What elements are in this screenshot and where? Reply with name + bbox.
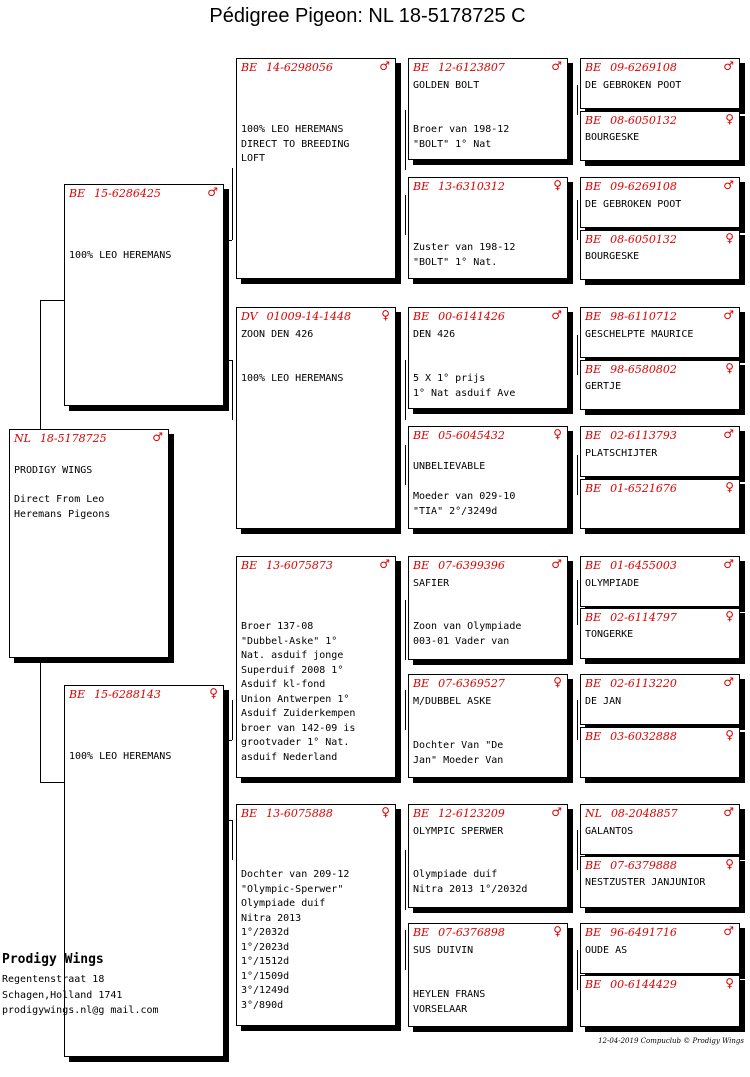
connector (227, 360, 232, 361)
male-icon: ♂ (551, 59, 562, 73)
pigeon-notes: Zoon van Olympiade 003-01 Vader van (413, 621, 522, 647)
pigeon-card[interactable] (408, 674, 568, 778)
connector (232, 700, 233, 740)
country-code: NL (585, 807, 602, 820)
country-code: BE (585, 559, 602, 572)
pigeon-card[interactable] (408, 307, 568, 409)
pigeon-notes: Dochter van 209-12 "Olympic-Sperwer" Olympiade duif Nitra 2013 1°/2032d 1°/2023d 1°/1512d 1°/1509d 3°/1249d 3°/890d (241, 869, 350, 1011)
pigeon-notes: 100% LEO HEREMANS DIRECT TO BREEDING LOFT (241, 124, 350, 164)
pigeon-name: OLYMPIADE (585, 578, 640, 589)
pigeon-card[interactable] (580, 479, 740, 529)
page-title: Pédigree Pigeon: NL 18-5178725 C (209, 5, 526, 27)
pigeon-card[interactable] (580, 58, 740, 109)
pigeon-name: DE GEBROKEN POOT (585, 80, 682, 91)
country-code: BE (413, 310, 430, 323)
country-code: BE (413, 429, 430, 442)
country-code: BE (585, 926, 602, 939)
connector (40, 654, 41, 782)
pigeon-name: GESCHELPTE MAURICE (585, 329, 694, 340)
ring-number: 98-6580802 (610, 363, 677, 376)
ring-number: 08-2048857 (610, 807, 678, 820)
country-code: BE (585, 978, 602, 991)
country-code: BE (585, 482, 602, 495)
female-icon: ♀ (725, 112, 734, 126)
female-icon: ♀ (725, 857, 734, 871)
pigeon-card[interactable] (236, 58, 396, 279)
pigeon-notes: PRODIGY WINGS Direct From Leo Heremans Pigeons (14, 465, 111, 520)
female-icon: ♀ (209, 686, 218, 700)
country-code: BE (69, 187, 86, 200)
country-code: BE (585, 363, 602, 376)
pigeon-name: BOURGESKE (585, 132, 640, 143)
print-stamp: 12-04-2019 Compuclub © Prodigy Wings (598, 1037, 744, 1045)
pigeon-card[interactable] (580, 230, 740, 280)
connector (577, 950, 578, 990)
pigeon-notes: Olympiade duif Nitra 2013 1°/2032d (413, 869, 528, 895)
connector (577, 335, 578, 375)
country-code: BE (413, 559, 430, 572)
pigeon-notes: 100% LEO HEREMANS (69, 751, 172, 762)
connector (405, 850, 406, 910)
connector (40, 782, 64, 783)
ring-number: 02-6113220 (610, 677, 677, 690)
pigeon-name: OLYMPIC SPERWER (413, 826, 504, 837)
ring-number: 15-6288143 (94, 688, 161, 701)
connector (405, 930, 406, 970)
pigeon-card[interactable] (9, 429, 169, 658)
pigeon-notes: Dochter Van "De Jan" Moeder Van (413, 740, 504, 766)
pigeon-card[interactable] (580, 426, 740, 477)
male-icon: ♂ (723, 178, 734, 192)
ring-number: 13-6075873 (266, 559, 333, 572)
pigeon-card[interactable] (408, 177, 568, 279)
ring-number: 09-6269108 (610, 61, 677, 74)
male-icon: ♂ (379, 59, 390, 73)
pigeon-name: M/DUBBEL ASKE (413, 696, 492, 707)
pigeon-notes: 5 X 1° prijs 1° Nat asduif Ave (413, 373, 516, 399)
pigeon-card[interactable] (580, 177, 740, 228)
pigeon-card[interactable] (236, 556, 396, 778)
pigeon-notes: Broer van 198-12 "BOLT" 1° Nat (413, 124, 510, 150)
ring-number: 13-6310312 (438, 180, 505, 193)
country-code: BE (241, 61, 258, 74)
pigeon-card[interactable] (580, 727, 740, 778)
country-code: BE (413, 677, 430, 690)
pigeon-card[interactable] (580, 111, 740, 161)
ring-number: 02-6114797 (610, 611, 677, 624)
male-icon: ♂ (551, 308, 562, 322)
country-code: BE (585, 677, 602, 690)
pigeon-card[interactable] (408, 58, 568, 160)
pigeon-notes: Zuster van 198-12 "BOLT" 1° Nat. (413, 242, 516, 268)
country-code: DV (241, 310, 258, 323)
pigeon-name: DE GEBROKEN POOT (585, 199, 682, 210)
connector (577, 700, 578, 740)
ring-number: 09-6269108 (610, 180, 677, 193)
connector (227, 820, 232, 821)
pigeon-name: BOURGESKE (585, 251, 640, 262)
pigeon-name: OUDE AS (585, 945, 628, 956)
pigeon-card[interactable] (408, 426, 568, 529)
country-code: BE (585, 233, 602, 246)
ring-number: 12-6123807 (438, 61, 505, 74)
pigeon-card[interactable] (580, 556, 740, 607)
ring-number: 12-6123209 (438, 807, 505, 820)
pigeon-name: SAFIER (413, 578, 450, 589)
connector (227, 740, 232, 741)
pigeon-name: PLATSCHIJTER (585, 448, 658, 459)
female-icon: ♀ (553, 178, 562, 192)
ring-number: 08-6050132 (610, 233, 677, 246)
country-code: BE (585, 730, 602, 743)
connector (227, 240, 232, 241)
connector (405, 195, 406, 235)
connector (405, 445, 406, 485)
male-icon: ♂ (207, 185, 218, 199)
male-icon: ♂ (723, 427, 734, 441)
male-icon: ♂ (723, 557, 734, 571)
ring-number: 01009-14-1448 (266, 310, 351, 323)
country-code: BE (585, 611, 602, 624)
breeder-email: prodigywings.nl@g mail.com (2, 1005, 159, 1016)
pigeon-card[interactable] (580, 360, 740, 410)
female-icon: ♀ (553, 675, 562, 689)
pigeon-card[interactable] (580, 975, 740, 1027)
pigeon-card[interactable] (408, 556, 568, 660)
pigeon-notes: 100% LEO HEREMANS (241, 373, 344, 384)
country-code: BE (241, 559, 258, 572)
pigeon-card[interactable] (580, 608, 740, 659)
male-icon: ♂ (379, 557, 390, 571)
connector (577, 455, 578, 495)
country-code: BE (413, 180, 430, 193)
ring-number: 03-6032888 (610, 730, 677, 743)
breeder-address-line1: Regentenstraat 18 (2, 974, 105, 985)
pigeon-card[interactable] (64, 184, 224, 406)
connector (577, 200, 578, 240)
female-icon: ♀ (725, 231, 734, 245)
female-icon: ♀ (725, 480, 734, 494)
pigeon-name: GERTJE (585, 381, 622, 392)
pigeon-notes: Broer 137-08 "Dubbel-Aske" 1° Nat. asduif jonge Superduif 2008 1° Asduif kl-fond Union Antwerpen 1° Asduif Zuiderkempen broer van 142-09 is grootvader 1° Nat. asduif Nederland (241, 621, 356, 763)
country-code: BE (585, 429, 602, 442)
ring-number: 07-6376898 (438, 926, 505, 939)
country-code: BE (413, 926, 430, 939)
pigeon-name: NESTZUSTER JANJUNIOR (585, 877, 706, 888)
pigeon-card[interactable] (580, 674, 740, 725)
pigeon-card[interactable] (580, 923, 740, 974)
country-code: BE (413, 61, 430, 74)
country-code: BE (585, 61, 602, 74)
pigeon-card[interactable] (580, 856, 740, 908)
pigeon-notes: 100% LEO HEREMANS (69, 250, 172, 261)
connector (577, 580, 578, 625)
pigeon-card[interactable] (408, 923, 568, 1027)
pigeon-card[interactable] (236, 307, 396, 529)
country-code: BE (585, 114, 602, 127)
pigeon-notes: HEYLEN FRANS VORSELAAR (413, 989, 486, 1015)
male-icon: ♂ (723, 59, 734, 73)
ring-number: 07-6369527 (438, 677, 505, 690)
country-code: BE (585, 859, 602, 872)
connector (40, 300, 41, 430)
country-code: BE (585, 310, 602, 323)
ring-number: 02-6113793 (610, 429, 677, 442)
male-icon: ♂ (723, 805, 734, 819)
ring-number: 96-6491716 (610, 926, 677, 939)
pigeon-name: TONGERKE (585, 629, 634, 640)
pigeon-name: GALANTOS (585, 826, 634, 837)
connector (405, 110, 406, 170)
breeder-name: Prodigy Wings (2, 952, 104, 967)
ring-number: 00-6144429 (610, 978, 677, 991)
connector (405, 360, 406, 420)
connector (40, 300, 64, 301)
male-icon: ♂ (723, 675, 734, 689)
male-icon: ♂ (551, 805, 562, 819)
connector (405, 600, 406, 660)
male-icon: ♂ (723, 308, 734, 322)
country-code: BE (241, 807, 258, 820)
breeder-address-line2: Schagen,Holland 1741 (2, 990, 123, 1001)
ring-number: 98-6110712 (610, 310, 677, 323)
country-code: BE (413, 807, 430, 820)
ring-number: 05-6045432 (438, 429, 505, 442)
pigeon-name: GOLDEN BOLT (413, 80, 480, 91)
female-icon: ♀ (553, 924, 562, 938)
ring-number: 18-5178725 (39, 432, 107, 445)
male-icon: ♂ (152, 430, 163, 444)
pigeon-card[interactable] (580, 804, 740, 855)
connector (232, 168, 233, 240)
pigeon-card[interactable] (236, 804, 396, 1026)
ring-number: 14-6298056 (266, 61, 333, 74)
female-icon: ♀ (553, 427, 562, 441)
pigeon-card[interactable] (408, 804, 568, 908)
connector (405, 690, 406, 730)
connector (232, 820, 233, 860)
female-icon: ♀ (381, 805, 390, 819)
pigeon-name: UNBELIEVABLE (413, 461, 486, 472)
ring-number: 08-6050132 (610, 114, 677, 127)
ring-number: 07-6399396 (438, 559, 505, 572)
connector (577, 830, 578, 870)
female-icon: ♀ (725, 609, 734, 623)
male-icon: ♂ (723, 924, 734, 938)
connector (232, 360, 233, 420)
country-code: BE (69, 688, 86, 701)
female-icon: ♀ (725, 728, 734, 742)
ring-number: 15-6286425 (94, 187, 161, 200)
pigeon-name: SUS DUIVIN (413, 945, 474, 956)
female-icon: ♀ (381, 308, 390, 322)
pigeon-name: ZOON DEN 426 (241, 329, 314, 340)
female-icon: ♀ (725, 976, 734, 990)
connector (577, 85, 578, 115)
country-code: NL (14, 432, 31, 445)
ring-number: 00-6141426 (438, 310, 505, 323)
pigeon-notes: Moeder van 029-10 "TIA" 2°/3249d (413, 491, 516, 517)
pigeon-name: DE JAN (585, 696, 622, 707)
male-icon: ♂ (551, 557, 562, 571)
pigeon-card[interactable] (580, 307, 740, 358)
ring-number: 01-6455003 (610, 559, 677, 572)
pigeon-card[interactable] (64, 685, 224, 1057)
ring-number: 07-6379888 (610, 859, 677, 872)
country-code: BE (585, 180, 602, 193)
pigeon-name: DEN 426 (413, 329, 456, 340)
female-icon: ♀ (725, 361, 734, 375)
ring-number: 01-6521676 (610, 482, 677, 495)
ring-number: 13-6075888 (266, 807, 333, 820)
